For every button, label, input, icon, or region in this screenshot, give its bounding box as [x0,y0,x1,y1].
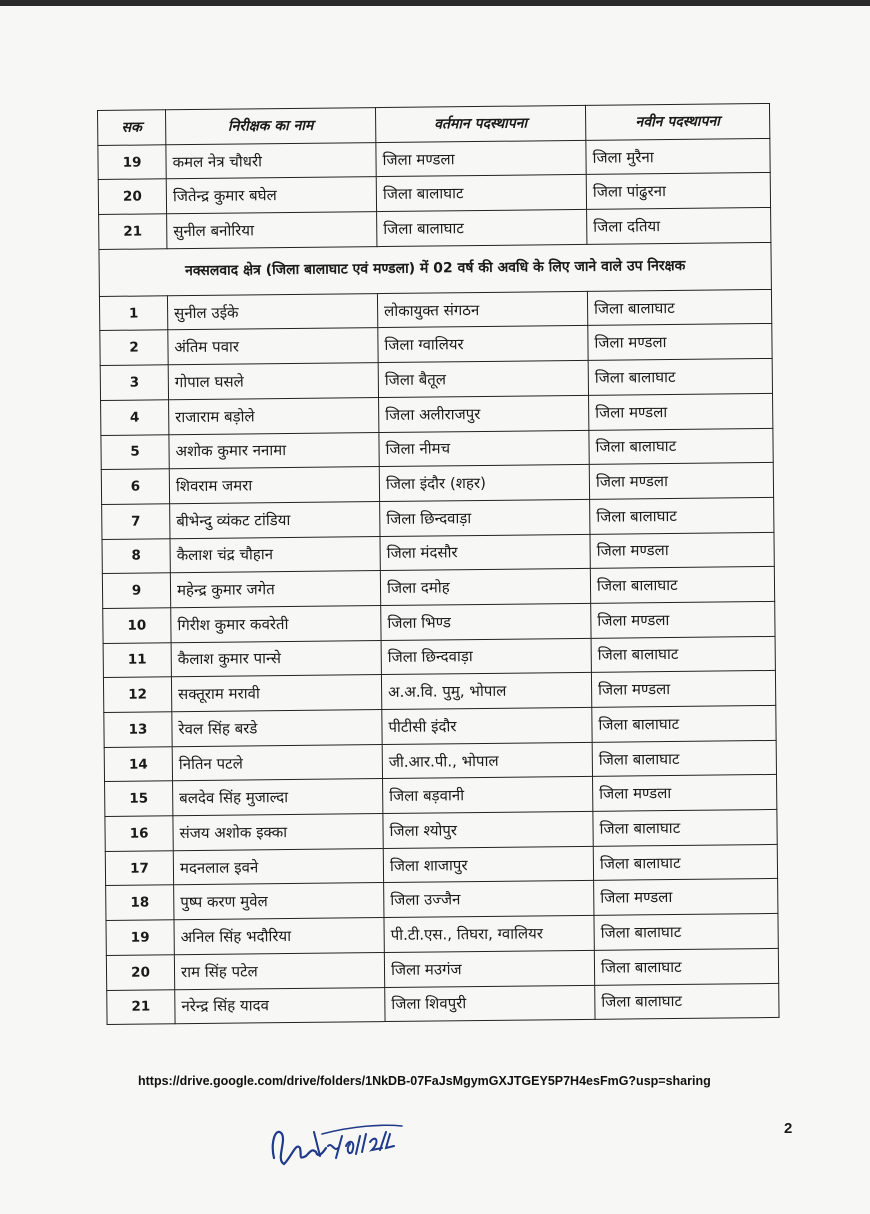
document-page [0,6,870,1214]
new-posting: जिला बालाघाट [595,983,779,1020]
serial-number: 14 [104,746,172,781]
inspector-name: अनिल सिंह भदौरिया [174,918,384,955]
current-posting: जिला नीमच [379,430,589,467]
handwritten-signature [262,1112,412,1176]
new-posting: जिला दतिया [587,208,771,245]
current-posting: जिला शाजापुर [383,846,593,883]
serial-number: 10 [103,608,171,643]
current-posting: अ.अ.वि. पुमु, भोपाल [381,673,591,710]
inspector-name: संजय अशोक इक्का [173,814,383,851]
transfer-table-container [97,103,779,1025]
current-posting: जिला इंदौर (शहर) [379,465,589,502]
new-posting: जिला पांढुरना [586,173,770,210]
inspector-name: नितिन पटले [172,744,382,781]
current-posting: जिला श्योपुर [383,811,593,848]
serial-number: 8 [102,538,170,573]
inspector-name: पुष्प करण मुवेल [174,883,384,920]
serial-number: 18 [106,885,174,920]
serial-number: 3 [100,365,168,400]
inspector-name: राम सिंह पटेल [174,952,384,989]
inspector-name: गिरीश कुमार कवरेती [171,605,381,642]
current-posting: जिला बैतूल [378,360,588,397]
inspector-name: गोपाल घसले [168,363,378,400]
new-posting: जिला बालाघाट [593,809,777,846]
current-posting: जिला दमोह [380,569,590,606]
current-posting: जिला ग्वालियर [378,326,588,363]
serial-number: 16 [105,816,173,851]
new-posting: जिला बालाघाट [591,636,775,673]
current-posting: जिला मण्डला [376,140,586,177]
header-inspector-name: निरीक्षक का नाम [166,108,376,145]
new-posting: जिला बालाघाट [594,914,778,951]
new-posting: जिला बालाघाट [593,844,777,881]
inspector-name: कमल नेत्र चौधरी [166,142,376,179]
new-posting: जिला बालाघाट [588,359,772,396]
serial-number: 20 [106,955,174,990]
serial-number: 11 [103,642,171,677]
current-posting: जिला बड़वानी [383,777,593,814]
inspector-name: रेवल सिंह बरडे [172,710,382,747]
inspector-name: बलदेव सिंह मुजाल्दा [173,779,383,816]
inspector-name: अंतिम पवार [168,328,378,365]
new-posting: जिला मण्डला [589,393,773,430]
new-posting: जिला मण्डला [591,601,775,638]
serial-number: 15 [105,781,173,816]
current-posting: जी.आर.पी., भोपाल [382,742,592,779]
inspector-name: सुनील उईके [167,293,377,330]
table-section [99,242,771,296]
new-posting: जिला बालाघाट [594,948,778,985]
new-posting: जिला मण्डला [589,463,773,500]
inspector-name: अशोक कुमार ननामा [169,432,379,469]
serial-number: 19 [98,144,166,179]
inspector-name: कैलाश चंद्र चौहान [170,536,380,573]
table-body-top [98,138,771,249]
serial-number: 4 [101,400,169,435]
header-new-posting: नवीन पदस्थापना [585,103,769,140]
table-body-section [99,289,779,1024]
serial-number: 17 [105,850,173,885]
serial-number: 20 [98,179,166,214]
current-posting: जिला मउगंज [384,950,594,987]
serial-number: 21 [99,214,167,249]
serial-number: 1 [99,296,167,331]
new-posting: जिला मण्डला [591,671,775,708]
inspector-name: सक्तूराम मरावी [171,675,381,712]
current-posting: जिला छिन्दवाड़ा [381,638,591,675]
new-posting: जिला मण्डला [590,532,774,569]
inspector-name: बीभेन्दु व्यंकट टांडिया [170,501,380,538]
inspector-name: कैलाश कुमार पान्से [171,640,381,677]
new-posting: जिला बालाघाट [592,705,776,742]
current-posting: पीटीसी इंदौर [382,707,592,744]
inspector-name: नरेन्द्र सिंह यादव [175,987,385,1024]
new-posting: जिला बालाघाट [589,428,773,465]
serial-number: 13 [104,712,172,747]
table-row [107,983,779,1025]
inspector-name: जितेन्द्र कुमार बघेल [166,177,376,214]
serial-number: 5 [101,434,169,469]
current-posting: जिला छिन्दवाड़ा [380,499,590,536]
serial-number: 2 [100,330,168,365]
inspector-name: शिवराम जमरा [169,467,379,504]
serial-number: 12 [103,677,171,712]
new-posting: जिला बालाघाट [592,740,776,777]
section-title: नक्सलवाद क्षेत्र (जिला बालाघाट एवं मण्डला) में 02 वर्ष की अवधि के लिए जाने वाले उप निरक्षक [99,242,771,296]
header-current-posting: वर्तमान पदस्थापना [375,105,585,142]
section-title-row [99,242,771,296]
new-posting: जिला मण्डला [593,775,777,812]
new-posting: जिला बालाघाट [590,497,774,534]
serial-number: 19 [106,920,174,955]
drive-link[interactable]: https://drive.google.com/drive/folders/1NkDB-07FaJsMgymGXJTGEY5P7H4esFmG?usp=sharing [138,1074,711,1088]
current-posting: लोकायुक्त संगठन [377,291,587,328]
new-posting: जिला मण्डला [594,879,778,916]
new-posting: जिला मण्डला [588,324,772,361]
header-serial-no: सक [98,110,166,145]
current-posting: जिला उज्जैन [384,881,594,918]
current-posting: जिला भिण्ड [381,603,591,640]
new-posting: जिला मुरैना [586,138,770,175]
current-posting: जिला शिवपुरी [385,985,595,1022]
page-number: 2 [784,1120,793,1137]
current-posting: पी.टी.एस., तिघरा, ग्वालियर [384,915,594,952]
inspector-name: महेन्द्र कुमार जगेत [170,571,380,608]
transfer-table [97,103,780,1025]
current-posting: जिला अलीराजपुर [379,395,589,432]
current-posting: जिला बालाघाट [376,175,586,212]
serial-number: 7 [102,504,170,539]
new-posting: जिला बालाघाट [590,567,774,604]
inspector-name: सुनील बनोरिया [167,212,377,249]
inspector-name: मदनलाल इवने [173,848,383,885]
serial-number: 21 [107,989,175,1024]
serial-number: 6 [101,469,169,504]
inspector-name: राजाराम बड़ोले [169,397,379,434]
new-posting: जिला बालाघाट [587,289,771,326]
serial-number: 9 [102,573,170,608]
current-posting: जिला मंदसौर [380,534,590,571]
current-posting: जिला बालाघाट [377,209,587,246]
